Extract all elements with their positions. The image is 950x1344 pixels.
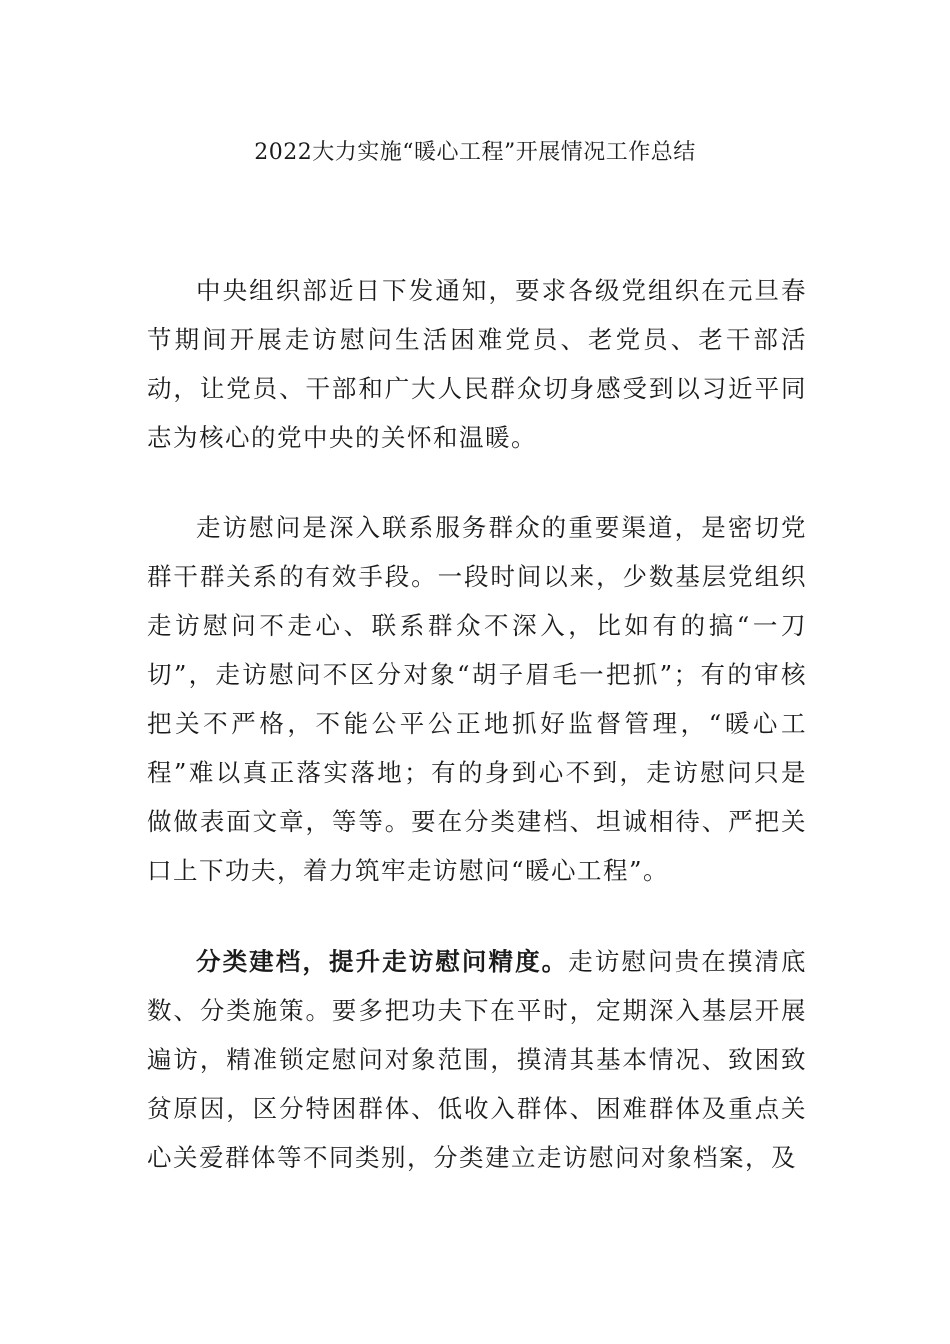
paragraph-3-heading: 分类建档，提升走访慰问精度。 — [196, 947, 569, 976]
paragraph-3-body: 走访慰问贵在摸清底数、分类施策。要多把功夫下在平时，定期深入基层开展遍访，精准锁定慰问对象范围，摸清其基本情况、致困致贫原因，区分特困群体、低收入群体、困难群体及重点关心关爱群体等不同类别，分类建立走访慰问对象档案，及 — [147, 947, 808, 1172]
paragraph-1: 中央组织部近日下发通知，要求各级党组织在元旦春节期间开展走访慰问生活困难党员、老党员、老干部活动，让党员、干部和广大人民群众切身感受到以习近平同志为核心的党中央的关怀和温暖。 — [147, 276, 807, 452]
paragraph-3 — [147, 937, 807, 1182]
paragraph-2: 走访慰问是深入联系服务群众的重要渠道，是密切党群干群关系的有效手段。一段时间以来，少数基层党组织走访慰问不走心、联系群众不深入，比如有的搞“一刀切”，走访慰问不区分对象“胡子眉毛一把抓”；有的审核把关不严格，不能公平公正地抓好监督管理，“暖心工程”难以真正落实落地；有的身到心不到，走访慰问只是做做表面文章，等等。要在分类建档、坦诚相待、严把关口上下功夫，着力筑牢走访慰问“暖心工程”。 — [147, 513, 807, 885]
document-title: 2022大力实施“暖心工程”开展情况工作总结 — [254, 140, 696, 165]
